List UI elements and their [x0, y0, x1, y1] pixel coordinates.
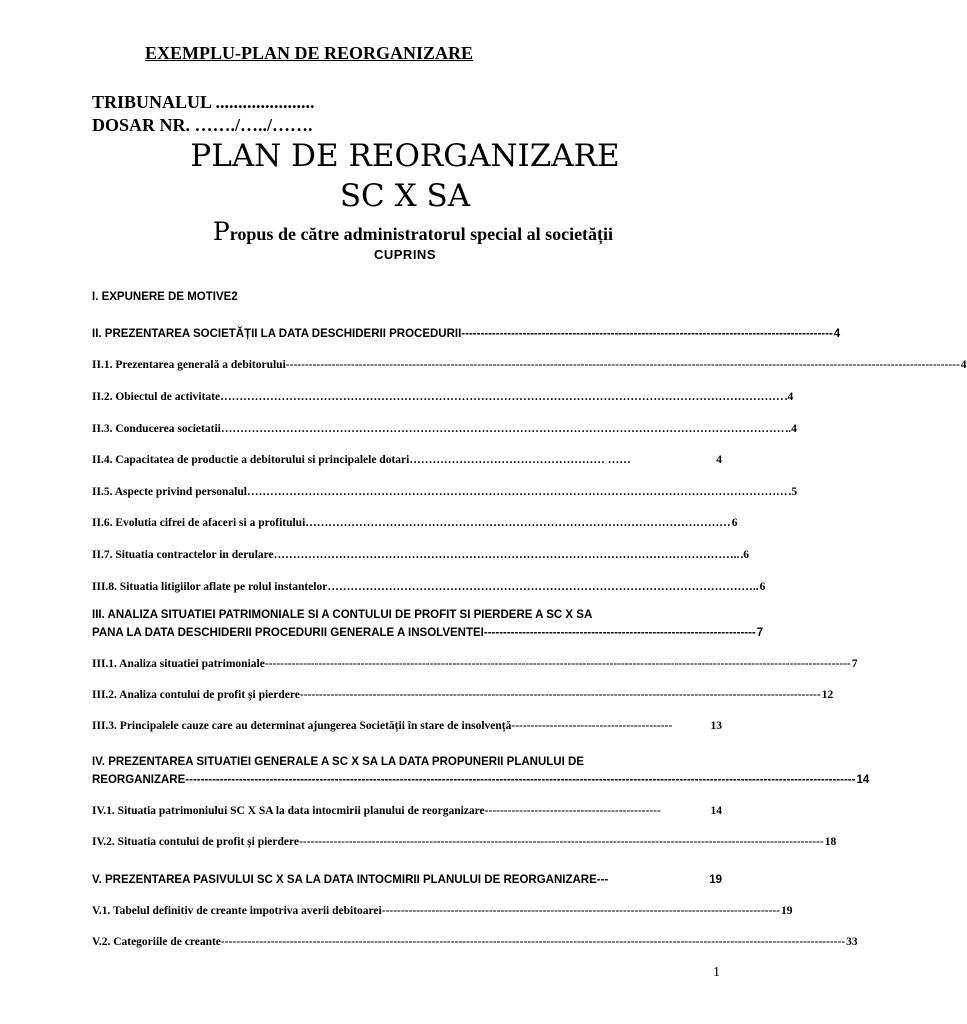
toc-entry-page [721, 606, 722, 624]
toc-entry-page: 14 [856, 774, 870, 786]
toc-entry-text: II.4. Capacitatea de productie a debitorului si principalele dotari [92, 454, 410, 466]
toc-entry-text: PANA LA DATA DESCHIDERII PROCEDURII GENERALE A INSOLVENTEI [92, 627, 484, 639]
subtitle-initial: P [212, 217, 230, 246]
toc-entry-text: V.1. Tabelul definitiv de creante impotriva averii debitoarei [92, 905, 382, 917]
toc-entry-page: 19 [781, 905, 793, 917]
toc-entry-text: III.8. Situatia litigiilor aflate pe rolul instantelor [92, 581, 328, 593]
subtitle-text: ropus de către administratorul special al societății [229, 224, 614, 244]
toc-entry-v [92, 871, 722, 889]
toc-entry-leader: ………………………………………………………………………………………………….. [327, 581, 759, 593]
toc-entry-leader: …………………………………………………………………………………………………………………………… [246, 486, 788, 498]
toc-entry-leader [584, 753, 721, 771]
toc-entry-text: III.3. Principalele cauze care au determinat ajungerea Societății în stare de insolvență [92, 720, 512, 732]
toc-entry-text: IV.2. Situatia contului de profit și pierdere [92, 836, 300, 848]
toc-entry-iv-1 [92, 802, 722, 820]
toc-entry-iii-8 [92, 578, 766, 596]
toc-entry-page: .6 [740, 549, 750, 561]
toc-entry-page: 13 [710, 720, 722, 732]
toc-entry-leader: ------------------------------------------------------------------------------------------------- [461, 328, 833, 340]
toc-entry-ii-3 [92, 420, 797, 438]
toc-entry-leader: ------------------------------------------------------------------------------------------------------------------------------------------------------------------- [220, 936, 846, 948]
toc-entry-page: 33 [846, 936, 858, 948]
toc-entry-text: II.1. Prezentarea generală a debitorului [92, 359, 286, 371]
toc-entry-leader: -------------------------------------------------------------------------------------------------------------------------------------------------------------------------------- [285, 359, 960, 371]
toc-entry-ii [92, 325, 841, 343]
toc-entry-text: V.2. Categoriile de creante [92, 936, 221, 948]
toc-entry-page: 19 [709, 874, 722, 886]
plan-title: PLAN DE REORGANIZARE [190, 138, 620, 174]
toc-entry-leader: ---------------------------------------------------------------------------------------------------------------------------------------- [299, 689, 821, 701]
toc-entry-leader: -------------------------------------------------------------------------------------------------------- [381, 905, 781, 917]
toc-entry-page: 18 [824, 836, 837, 848]
toc-entry-ii-7 [92, 546, 750, 564]
toc-entry-iii-1 [92, 655, 858, 673]
toc-entry-leader [238, 288, 721, 306]
toc-entry-page [721, 288, 722, 306]
toc-entry-leader: ------------------------------------------ [511, 720, 673, 732]
toc-entry-page: 7 [851, 658, 858, 670]
toc-entry-iv-2 [92, 833, 837, 851]
toc-entry-text: II.3. Conducerea societatii [92, 423, 221, 435]
toc-entry-text: V. PREZENTAREA PASIVULUI SC X SA LA DATA INTOCMIRII PLANULUI DE REORGANIZARE [92, 874, 597, 886]
toc-entry-ii-1 [92, 356, 967, 374]
toc-entry-page [721, 753, 722, 771]
toc-entry-leader: ………………………………………………………………………………………………………….. [273, 549, 740, 561]
example-title: EXEMPLU-PLAN DE REORGANIZARE [145, 43, 474, 63]
dosar-line: DOSAR NR. ……./…../……. [92, 115, 313, 135]
toc-entry-leader: ----------------------------------------------------------------------------------------------------------------------------------------- [299, 836, 824, 848]
toc-entry-page: .4 [784, 391, 794, 403]
toc-entry-page: 6 [731, 517, 738, 529]
toc-entry-iv [92, 753, 870, 789]
toc-entry-iii-3 [92, 717, 722, 735]
toc-entry-ii-5 [92, 483, 798, 501]
toc-entry-text: I. EXPUNERE DE MOTIVE2 [92, 291, 238, 303]
toc-entry-text: II. PREZENTAREA SOCIETĂȚII LA DATA DESCHIDERII PROCEDURII [92, 328, 462, 340]
toc-entry-page: .5 [788, 486, 798, 498]
toc-entry-text: REORGANIZARE [92, 774, 186, 786]
toc-entry-text: II.7. Situatia contractelor in derulare [92, 549, 274, 561]
toc-entry-page: 14 [710, 805, 722, 817]
toc-entry-text: II.5. Aspecte privind personalul [92, 486, 247, 498]
toc-entry-text: III. ANALIZA SITUATIEI PATRIMONIALE SI A CONTULUI DE PROFIT SI PIERDERE A SC X SA [92, 609, 593, 621]
toc-entry-ii-6 [92, 514, 738, 532]
toc-entry-leader: --- [596, 874, 609, 886]
company-title: SC X SA [339, 178, 471, 214]
toc-entry-page: 7 [756, 627, 764, 639]
toc-entry-page: 6 [759, 581, 766, 593]
toc-entry-leader: …………………………………………… …… [409, 454, 631, 466]
toc-entry-ii-4 [92, 451, 722, 469]
tribunal-line: TRIBUNALUL ...................... [92, 92, 315, 112]
page-number: 1 [713, 965, 720, 980]
toc-entry-page: ..4 [785, 423, 797, 435]
toc-entry-text: III.2. Analiza contului de profit și pierdere [92, 689, 300, 701]
toc-entry-text: II.2. Obiectul de activitate [92, 391, 221, 403]
toc-entry-page: 4 [833, 328, 841, 340]
toc-entry-page: 4 [960, 359, 967, 371]
toc-entry-iii [92, 606, 764, 642]
toc-entry-leader: ………………………………………………………………………………………………………………………………… [220, 423, 785, 435]
plan-subtitle [0, 217, 826, 246]
toc-entry-ii-2 [92, 388, 794, 406]
toc-entry-leader: ………………………………………………………………………………………………… [305, 517, 731, 529]
toc-entry-page: 4 [716, 454, 722, 466]
toc-entry-v-1 [92, 902, 793, 920]
toc-entry-iii-2 [92, 686, 834, 704]
toc-entry-v-2 [92, 933, 858, 951]
toc-entry-text: II.6. Evolutia cifrei de afaceri si a profitului [92, 517, 306, 529]
toc-entry-leader: ………………………………………………………………………………………………………………………………… [220, 391, 784, 403]
toc-entry-leader: --------------------------------------------------------------------------------------------------------------------------------------------------------- [264, 658, 851, 670]
toc-entry-leader: ---------------------------------------------- [484, 805, 661, 817]
toc-entry-text: III.1. Analiza situatiei patrimoniale [92, 658, 265, 670]
toc-entry-i [92, 288, 722, 306]
toc-entry-leader: ------------------------------------------------------------------------------------------------------------------------------------------------------------------------------- [185, 774, 856, 786]
toc-entry-page: 12 [821, 689, 834, 701]
contents-heading: CUPRINS [373, 247, 436, 262]
toc-entry-leader: ----------------------------------------------------------------------- [483, 627, 756, 639]
toc-entry-text: IV.1. Situatia patrimoniului SC X SA la data intocmirii planului de reorganizare [92, 805, 485, 817]
toc-entry-text: IV. PREZENTAREA SITUATIEI GENERALE A SC X SA LA DATA PROPUNERII PLANULUI DE [92, 756, 584, 768]
toc-entry-leader [592, 606, 721, 624]
